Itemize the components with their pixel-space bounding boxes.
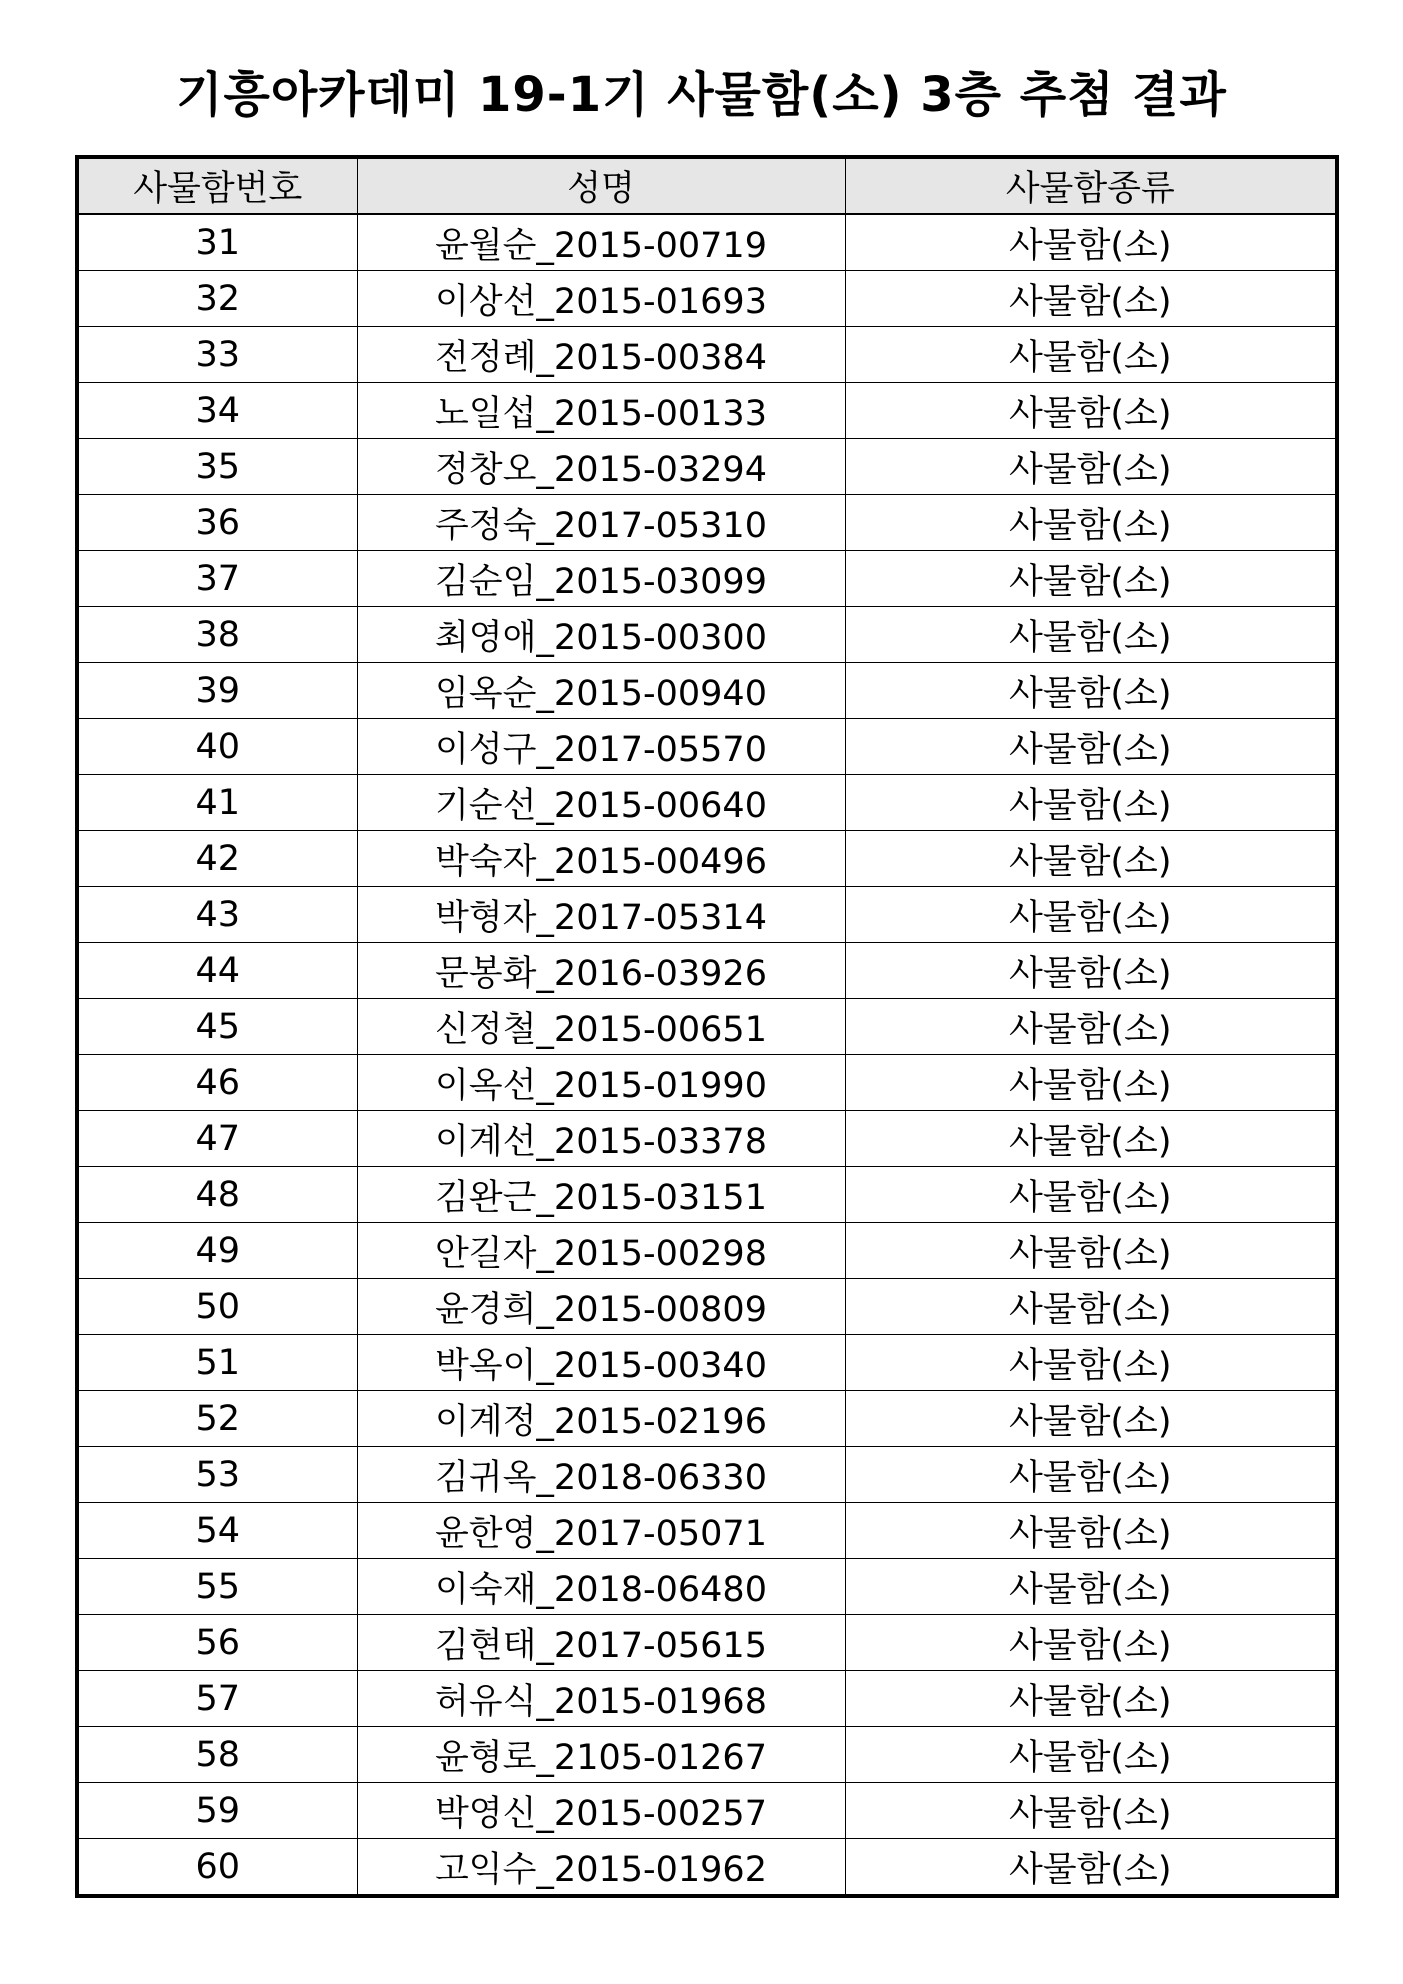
table-row — [77, 1559, 1337, 1615]
locker-number-cell: 54 — [77, 1503, 357, 1559]
locker-number-cell: 39 — [77, 663, 357, 719]
locker-number-cell: 38 — [77, 607, 357, 663]
name-cell: 전정례_2015-00384 — [357, 327, 845, 383]
table-row — [77, 1167, 1337, 1223]
locker-number-cell: 45 — [77, 999, 357, 1055]
table-body — [77, 214, 1337, 1896]
locker-type-cell: 사물함(소) — [845, 663, 1337, 719]
locker-number-cell: 44 — [77, 943, 357, 999]
locker-number-cell: 31 — [77, 214, 357, 271]
name-cell: 정창오_2015-03294 — [357, 439, 845, 495]
name-cell: 안길자_2015-00298 — [357, 1223, 845, 1279]
locker-number-cell: 32 — [77, 271, 357, 327]
locker-number-cell: 47 — [77, 1111, 357, 1167]
table-row — [77, 607, 1337, 663]
table-row — [77, 327, 1337, 383]
locker-type-cell: 사물함(소) — [845, 1055, 1337, 1111]
name-cell: 최영애_2015-00300 — [357, 607, 845, 663]
page-title: 기흥아카데미 19-1기 사물함(소) 3층 추첨 결과 — [176, 67, 1227, 123]
table-row — [77, 719, 1337, 775]
table-row — [77, 1615, 1337, 1671]
locker-type-cell: 사물함(소) — [845, 551, 1337, 607]
locker-number-cell: 56 — [77, 1615, 357, 1671]
name-cell: 윤형로_2105-01267 — [357, 1727, 845, 1783]
locker-type-cell: 사물함(소) — [845, 831, 1337, 887]
table-row — [77, 1335, 1337, 1391]
locker-type-cell: 사물함(소) — [845, 1111, 1337, 1167]
locker-type-cell: 사물함(소) — [845, 271, 1337, 327]
table-row — [77, 1671, 1337, 1727]
table-row — [77, 383, 1337, 439]
table-row — [77, 1223, 1337, 1279]
locker-type-cell: 사물함(소) — [845, 495, 1337, 551]
table-row — [77, 271, 1337, 327]
locker-type-cell: 사물함(소) — [845, 1447, 1337, 1503]
table-row — [77, 214, 1337, 271]
locker-type-cell: 사물함(소) — [845, 214, 1337, 271]
name-cell: 윤경희_2015-00809 — [357, 1279, 845, 1335]
locker-number-cell: 37 — [77, 551, 357, 607]
locker-type-cell: 사물함(소) — [845, 1783, 1337, 1839]
name-cell: 이성구_2017-05570 — [357, 719, 845, 775]
name-cell: 윤한영_2017-05071 — [357, 1503, 845, 1559]
locker-number-cell: 55 — [77, 1559, 357, 1615]
locker-number-cell: 51 — [77, 1335, 357, 1391]
name-cell: 노일섭_2015-00133 — [357, 383, 845, 439]
name-cell: 이계선_2015-03378 — [357, 1111, 845, 1167]
locker-type-cell: 사물함(소) — [845, 1615, 1337, 1671]
header-locker-type: 사물함종류 — [845, 157, 1337, 214]
table-row — [77, 1447, 1337, 1503]
locker-number-cell: 40 — [77, 719, 357, 775]
locker-type-cell: 사물함(소) — [845, 383, 1337, 439]
locker-type-cell: 사물함(소) — [845, 327, 1337, 383]
name-cell: 주정숙_2017-05310 — [357, 495, 845, 551]
name-cell: 김귀옥_2018-06330 — [357, 1447, 845, 1503]
locker-type-cell: 사물함(소) — [845, 1559, 1337, 1615]
locker-type-cell: 사물함(소) — [845, 775, 1337, 831]
locker-type-cell: 사물함(소) — [845, 1839, 1337, 1897]
locker-type-cell: 사물함(소) — [845, 439, 1337, 495]
locker-type-cell: 사물함(소) — [845, 1167, 1337, 1223]
locker-number-cell: 57 — [77, 1671, 357, 1727]
locker-number-cell: 58 — [77, 1727, 357, 1783]
name-cell: 윤월순_2015-00719 — [357, 214, 845, 271]
name-cell: 허유식_2015-01968 — [357, 1671, 845, 1727]
locker-type-cell: 사물함(소) — [845, 887, 1337, 943]
table-row — [77, 831, 1337, 887]
table-row — [77, 1391, 1337, 1447]
locker-type-cell: 사물함(소) — [845, 1391, 1337, 1447]
name-cell: 기순선_2015-00640 — [357, 775, 845, 831]
name-cell: 이숙재_2018-06480 — [357, 1559, 845, 1615]
table-row — [77, 1727, 1337, 1783]
locker-number-cell: 49 — [77, 1223, 357, 1279]
table-row — [77, 775, 1337, 831]
locker-number-cell: 52 — [77, 1391, 357, 1447]
name-cell: 이상선_2015-01693 — [357, 271, 845, 327]
locker-type-cell: 사물함(소) — [845, 1671, 1337, 1727]
locker-number-cell: 46 — [77, 1055, 357, 1111]
table-row — [77, 495, 1337, 551]
table-row — [77, 1055, 1337, 1111]
name-cell: 김현태_2017-05615 — [357, 1615, 845, 1671]
name-cell: 박숙자_2015-00496 — [357, 831, 845, 887]
header-locker-number: 사물함번호 — [77, 157, 357, 214]
table-row — [77, 551, 1337, 607]
table-row — [77, 1839, 1337, 1897]
locker-type-cell: 사물함(소) — [845, 607, 1337, 663]
name-cell: 이옥선_2015-01990 — [357, 1055, 845, 1111]
locker-number-cell: 34 — [77, 383, 357, 439]
locker-number-cell: 41 — [77, 775, 357, 831]
locker-number-cell: 50 — [77, 1279, 357, 1335]
locker-type-cell: 사물함(소) — [845, 1503, 1337, 1559]
name-cell: 신정철_2015-00651 — [357, 999, 845, 1055]
name-cell: 김순임_2015-03099 — [357, 551, 845, 607]
table-row — [77, 887, 1337, 943]
table-header-row — [77, 157, 1337, 214]
locker-number-cell: 35 — [77, 439, 357, 495]
name-cell: 박영신_2015-00257 — [357, 1783, 845, 1839]
locker-type-cell: 사물함(소) — [845, 999, 1337, 1055]
table-row — [77, 943, 1337, 999]
locker-number-cell: 48 — [77, 1167, 357, 1223]
locker-type-cell: 사물함(소) — [845, 719, 1337, 775]
name-cell: 임옥순_2015-00940 — [357, 663, 845, 719]
locker-type-cell: 사물함(소) — [845, 1727, 1337, 1783]
locker-number-cell: 36 — [77, 495, 357, 551]
table-row — [77, 1111, 1337, 1167]
table-row — [77, 663, 1337, 719]
locker-type-cell: 사물함(소) — [845, 1223, 1337, 1279]
locker-number-cell: 59 — [77, 1783, 357, 1839]
table-row — [77, 1279, 1337, 1335]
locker-type-cell: 사물함(소) — [845, 1279, 1337, 1335]
name-cell: 김완근_2015-03151 — [357, 1167, 845, 1223]
name-cell: 이계정_2015-02196 — [357, 1391, 845, 1447]
locker-result-table — [75, 155, 1339, 1898]
locker-number-cell: 33 — [77, 327, 357, 383]
name-cell: 고익수_2015-01962 — [357, 1839, 845, 1897]
table-row — [77, 999, 1337, 1055]
locker-number-cell: 60 — [77, 1839, 357, 1897]
name-cell: 박형자_2017-05314 — [357, 887, 845, 943]
table-row — [77, 1503, 1337, 1559]
locker-number-cell: 53 — [77, 1447, 357, 1503]
locker-type-cell: 사물함(소) — [845, 943, 1337, 999]
locker-type-cell: 사물함(소) — [845, 1335, 1337, 1391]
name-cell: 박옥이_2015-00340 — [357, 1335, 845, 1391]
header-name: 성명 — [357, 157, 845, 214]
locker-number-cell: 42 — [77, 831, 357, 887]
name-cell: 문봉화_2016-03926 — [357, 943, 845, 999]
table-row — [77, 1783, 1337, 1839]
table-row — [77, 439, 1337, 495]
locker-number-cell: 43 — [77, 887, 357, 943]
